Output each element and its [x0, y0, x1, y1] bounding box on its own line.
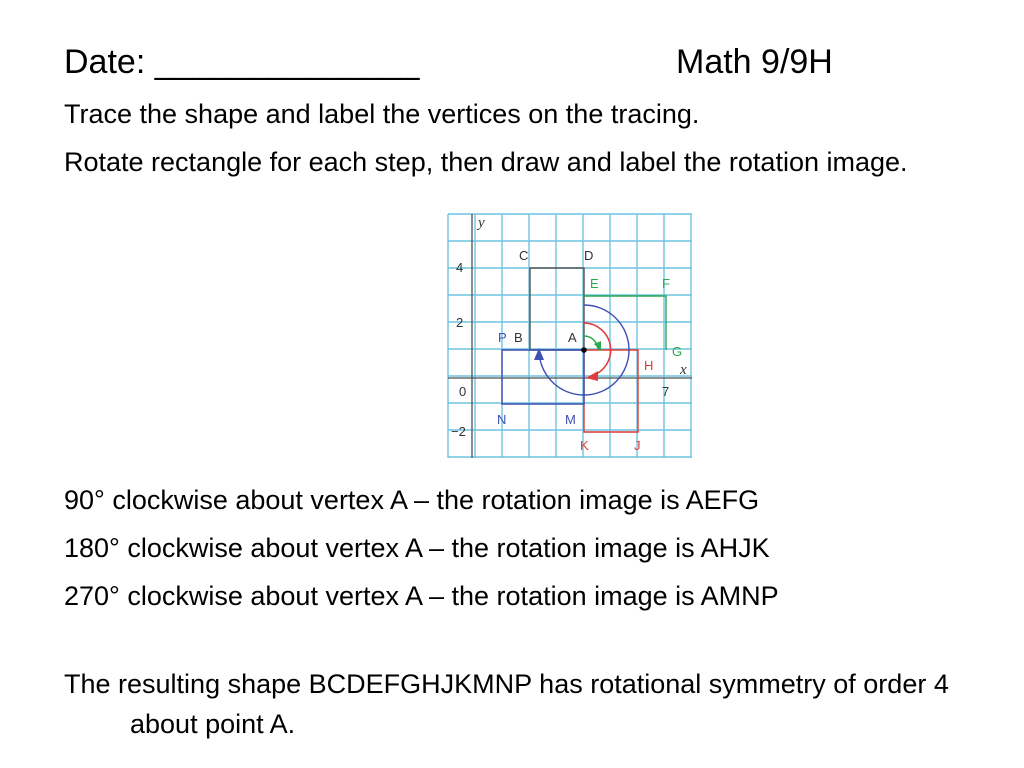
- tick-label-y4: 4: [456, 260, 464, 275]
- vertex-label-a: A: [568, 330, 577, 345]
- date-label: Date: ______________: [64, 43, 420, 81]
- instruction-trace: Trace the shape and label the vertices on the tracing.: [64, 99, 700, 129]
- center-point-a: [581, 347, 587, 353]
- vertex-label-k: K: [580, 438, 589, 453]
- tick-label-ym2: −2: [451, 424, 466, 439]
- vertex-label-p: P: [498, 330, 507, 345]
- statement-90: 90° clockwise about vertex A – the rotation image is AEFG: [64, 485, 760, 515]
- statement-symmetry: The resulting shape BCDEFGHJKMNP has rotational symmetry of order 4 about point A.: [64, 669, 949, 739]
- x-axis-label: x: [680, 362, 687, 378]
- instruction-rotate: Rotate rectangle for each step, then draw and label the rotation image.: [64, 147, 908, 177]
- tick-label-y2: 2: [456, 315, 464, 330]
- vertex-label-j: J: [634, 438, 641, 453]
- vertex-label-c: C: [519, 248, 529, 263]
- vertex-label-f: F: [662, 276, 670, 291]
- vertex-label-b: B: [514, 330, 523, 345]
- vertex-label-d: D: [584, 248, 594, 263]
- vertex-label-h: H: [644, 358, 654, 373]
- rotation-grid-svg: [444, 210, 696, 464]
- tick-label-x7: 7: [662, 384, 670, 399]
- header: [64, 40, 964, 84]
- statement-270: 270° clockwise about vertex A – the rotation image is AMNP: [64, 581, 779, 611]
- tick-label-origin: 0: [459, 384, 467, 399]
- rotation-diagram: [444, 210, 696, 464]
- vertex-label-n: N: [497, 412, 507, 427]
- y-axis-label: y: [478, 215, 485, 231]
- course-title: Math 9/9H: [676, 43, 833, 81]
- statement-180: 180° clockwise about vertex A – the rotation image is AHJK: [64, 533, 770, 563]
- vertex-label-g: G: [672, 344, 683, 359]
- vertex-label-e: E: [590, 276, 599, 291]
- vertex-label-m: M: [565, 412, 576, 427]
